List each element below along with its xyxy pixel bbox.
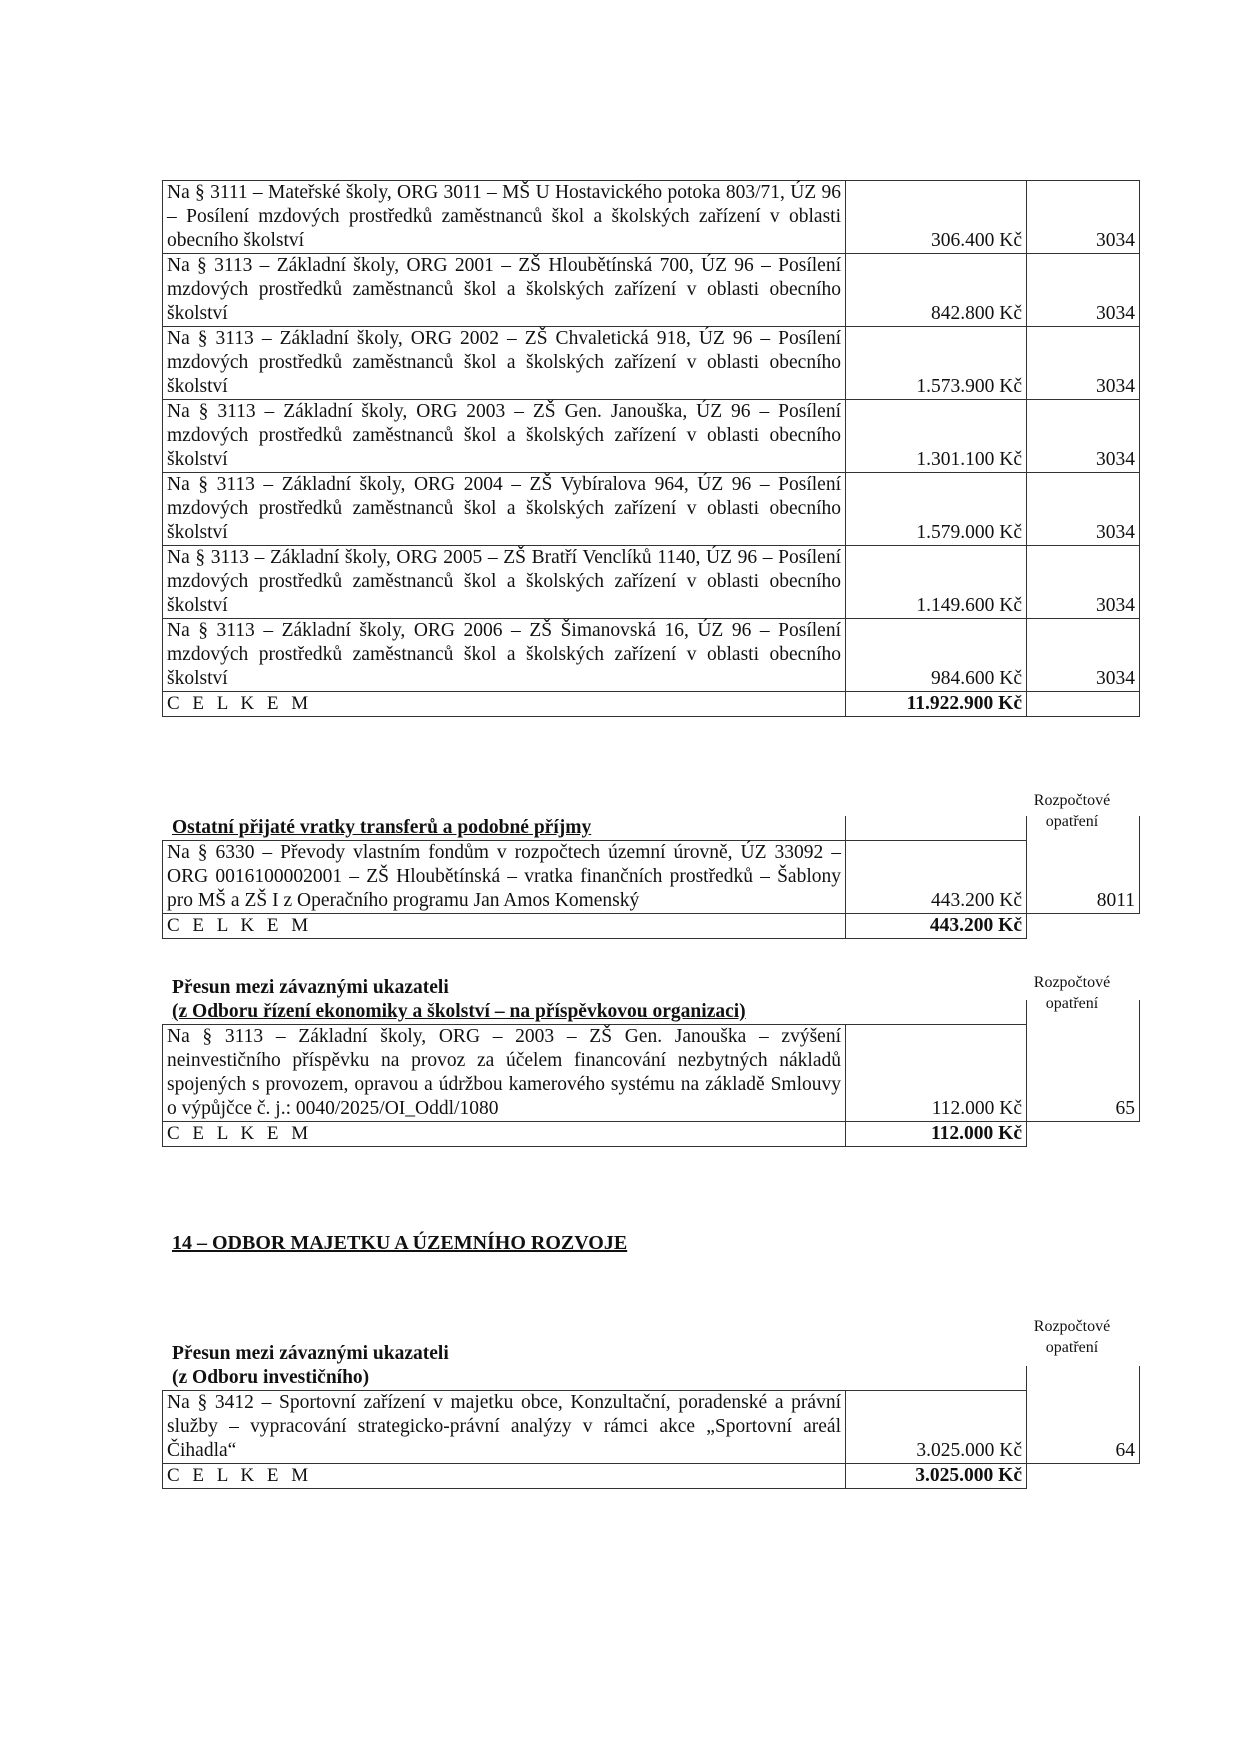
total-amount: 11.922.900 Kč — [846, 692, 1027, 717]
total-amount: 443.200 Kč — [846, 914, 1027, 939]
row-amount: 3.025.000 Kč — [846, 1391, 1027, 1464]
row-ro-number: 3034 — [1027, 619, 1140, 692]
total-row — [163, 1122, 1140, 1147]
row-ro-number: 64 — [1027, 1391, 1140, 1464]
budget-table-ostatni-vratky — [162, 816, 1140, 939]
row-description: Na § 3113 – Základní školy, ORG 2002 – ZŠ Chvaletická 918, ÚZ 96 – Posílení mzdových prostředků zaměstnanců škol a školských zařízení v oblasti obecního školství — [163, 327, 846, 400]
row-description: Na § 3113 – Základní školy, ORG 2006 – ZŠ Šimanovská 16, ÚZ 96 – Posílení mzdových prostředků zaměstnanců škol a školských zařízení v oblasti obecního školství — [163, 619, 846, 692]
table-row — [163, 327, 1140, 400]
table-row — [163, 400, 1140, 473]
section-title-presun-1: Přesun mezi závaznými ukazateli (z Odboru řízení ekonomiky a školství – na příspěvkovou organizaci) — [172, 977, 746, 1022]
table-row — [163, 473, 1140, 546]
rozpoctove-opatreni-header: Rozpočtové opatření — [1033, 974, 1111, 1012]
row-amount: 443.200 Kč — [846, 841, 1027, 914]
row-amount: 306.400 Kč — [846, 181, 1027, 254]
section-title-ostatni-vratky: Ostatní přijaté vratky transferů a podobné příjmy — [172, 817, 592, 838]
row-amount: 1.573.900 Kč — [846, 327, 1027, 400]
budget-table-school-wages — [162, 180, 1140, 717]
row-ro-number: 3034 — [1027, 327, 1140, 400]
budget-table-presun-skolstvi — [162, 1000, 1140, 1147]
total-label: C E L K E M — [163, 1122, 846, 1147]
total-row — [163, 1464, 1140, 1489]
row-amount: 1.301.100 Kč — [846, 400, 1027, 473]
row-description: Na § 3113 – Základní školy, ORG – 2003 – ZŠ Gen. Janouška – zvýšení neinvestičního příspěvku na provoz za účelem financování nezbytných nákladů spojených s provozem, opravou a údržbou kamerového systému na základě Smlouvy o výpůjčce č. j.: 0040/2025/OI_Oddl/1080 — [163, 1025, 846, 1122]
row-amount: 112.000 Kč — [846, 1025, 1027, 1122]
row-ro-number: 3034 — [1027, 400, 1140, 473]
rozpoctove-opatreni-header: Rozpočtové opatření — [1033, 792, 1111, 830]
total-amount: 3.025.000 Kč — [846, 1464, 1027, 1489]
table-row — [163, 619, 1140, 692]
row-description: Na § 6330 – Převody vlastním fondům v rozpočtech územní úrovně, ÚZ 33092 – ORG 0016100002001 – ZŠ Hloubětínská – vratka finančních prostředků – Šablony pro MŠ a ZŠ I z Operačního programu Jan Amos Komenský — [163, 841, 846, 914]
budget-table-presun-investicni — [162, 1366, 1140, 1489]
section-title-presun-2: Přesun mezi závaznými ukazateli (z Odboru investičního) — [172, 1343, 449, 1388]
table-row — [163, 841, 1140, 914]
row-description: Na § 3412 – Sportovní zařízení v majetku obce, Konzultační, poradenské a právní služby – vypracování strategicko-právní analýzy v rámci akce „Sportovní areál Čihadla“ — [163, 1391, 846, 1464]
row-amount: 1.579.000 Kč — [846, 473, 1027, 546]
row-description: Na § 3113 – Základní školy, ORG 2001 – ZŠ Hloubětínská 700, ÚZ 96 – Posílení mzdových prostředků zaměstnanců škol a školských zařízení v oblasti obecního školství — [163, 254, 846, 327]
table-row — [163, 546, 1140, 619]
department-heading: 14 – ODBOR MAJETKU A ÚZEMNÍHO ROZVOJE — [172, 1232, 628, 1254]
row-ro-number: 65 — [1027, 1025, 1140, 1122]
row-ro-number: 3034 — [1027, 254, 1140, 327]
row-ro-number: 3034 — [1027, 473, 1140, 546]
total-amount: 112.000 Kč — [846, 1122, 1027, 1147]
total-ro-empty — [1027, 692, 1140, 717]
row-ro-number: 3034 — [1027, 546, 1140, 619]
row-description: Na § 3113 – Základní školy, ORG 2003 – ZŠ Gen. Janouška, ÚZ 96 – Posílení mzdových prostředků zaměstnanců škol a školských zařízení v oblasti obecního školství — [163, 400, 846, 473]
row-amount: 984.600 Kč — [846, 619, 1027, 692]
rozpoctove-opatreni-header: Rozpočtové opatření — [1033, 1318, 1111, 1356]
row-description: Na § 3113 – Základní školy, ORG 2005 – ZŠ Bratří Venclíků 1140, ÚZ 96 – Posílení mzdových prostředků zaměstnanců škol a školských zařízení v oblasti obecního školství — [163, 546, 846, 619]
row-ro-number: 8011 — [1027, 841, 1140, 914]
row-description: Na § 3111 – Mateřské školy, ORG 3011 – MŠ U Hostavického potoka 803/71, ÚZ 96 – Posílení mzdových prostředků zaměstnanců škol a školských zařízení v oblasti obecního školství — [163, 181, 846, 254]
total-row — [163, 914, 1140, 939]
total-label: C E L K E M — [163, 692, 846, 717]
row-amount: 842.800 Kč — [846, 254, 1027, 327]
row-amount: 1.149.600 Kč — [846, 546, 1027, 619]
table-row — [163, 254, 1140, 327]
total-row — [163, 692, 1140, 717]
total-label: C E L K E M — [163, 914, 846, 939]
row-description: Na § 3113 – Základní školy, ORG 2004 – ZŠ Vybíralova 964, ÚZ 96 – Posílení mzdových prostředků zaměstnanců škol a školských zařízení v oblasti obecního školství — [163, 473, 846, 546]
table-row — [163, 181, 1140, 254]
total-label: C E L K E M — [163, 1464, 846, 1489]
table-row — [163, 1391, 1140, 1464]
table-row — [163, 1025, 1140, 1122]
row-ro-number: 3034 — [1027, 181, 1140, 254]
